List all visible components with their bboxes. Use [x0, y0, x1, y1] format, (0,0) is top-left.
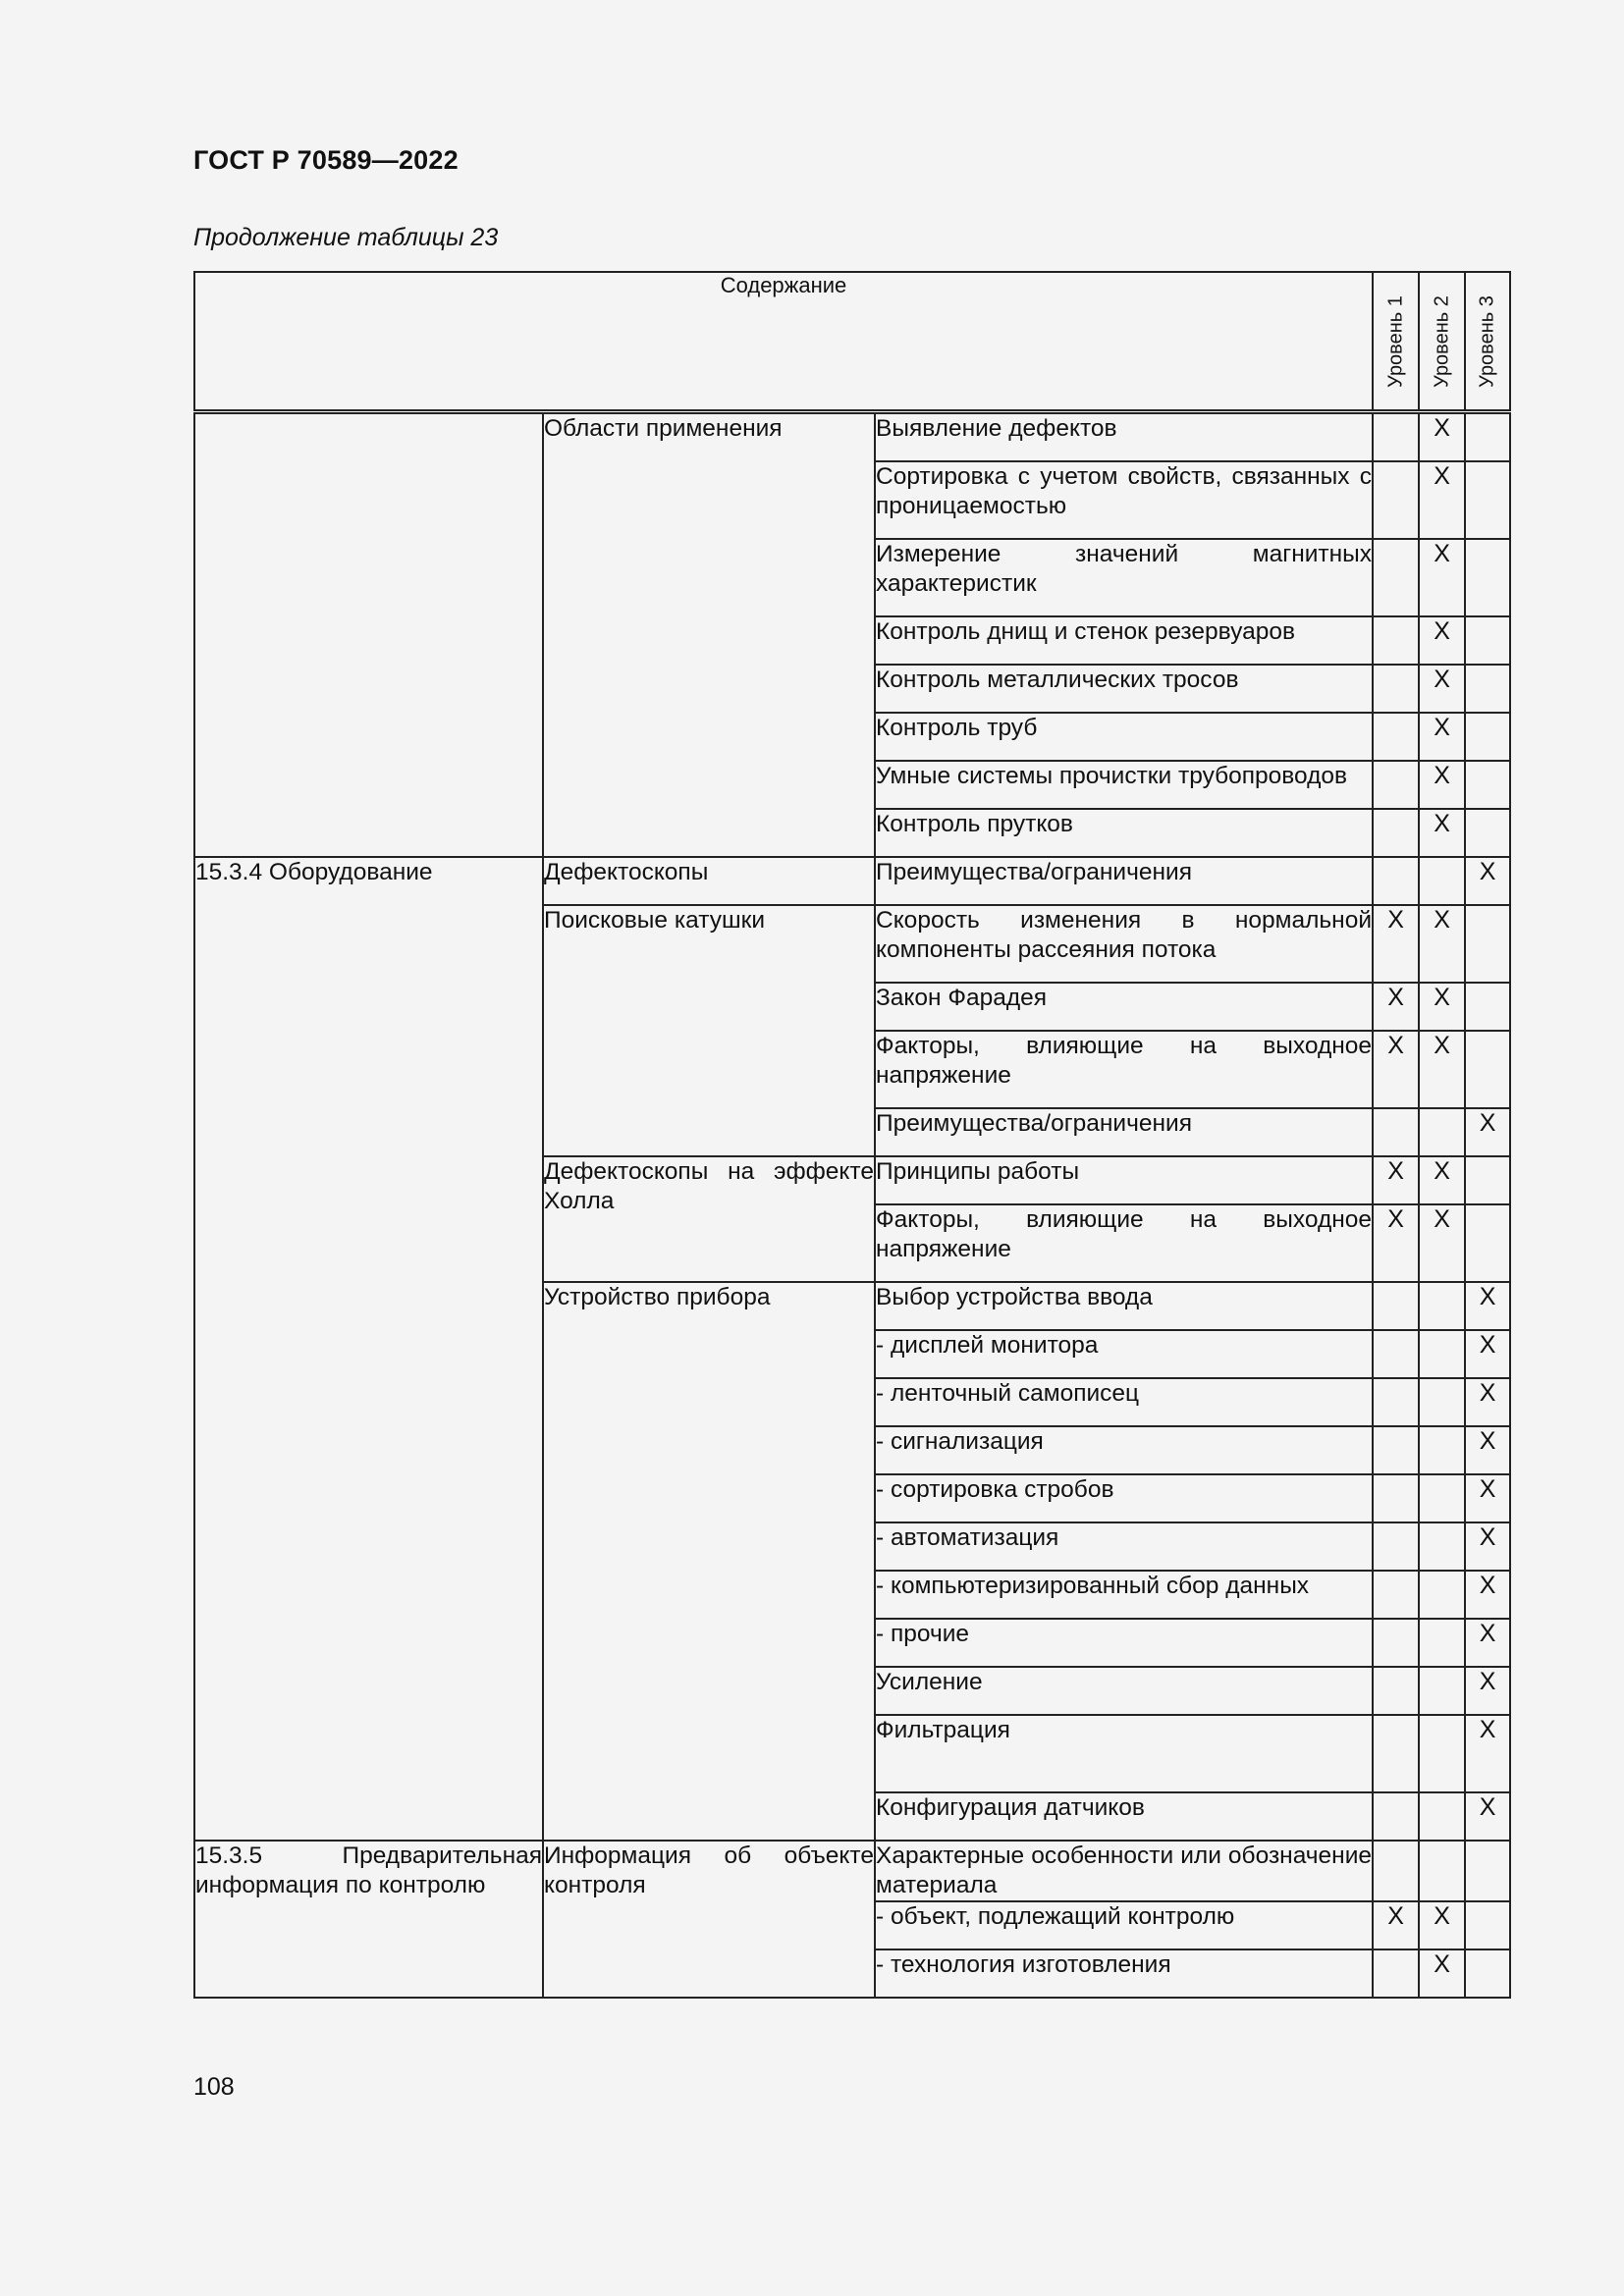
level-2-mark — [1419, 1792, 1465, 1841]
level-1-mark — [1373, 1667, 1419, 1715]
item-text: Преимущества/ограничения — [875, 857, 1373, 905]
level-3-mark: X — [1465, 1474, 1510, 1522]
level-3-mark — [1465, 761, 1510, 809]
item-text: - прочие — [875, 1619, 1373, 1667]
level-1-mark — [1373, 616, 1419, 665]
level-3-mark — [1465, 713, 1510, 761]
level-2-mark — [1419, 1522, 1465, 1571]
header-level-1 — [1373, 272, 1419, 412]
level-3-mark — [1465, 461, 1510, 539]
level-2-mark: X — [1419, 809, 1465, 857]
level-1-mark: X — [1373, 1901, 1419, 1949]
page-number: 108 — [193, 2073, 235, 2101]
level-2-mark — [1419, 1330, 1465, 1378]
level-1-mark — [1373, 1330, 1419, 1378]
topic-name: Поисковые катушки — [543, 905, 875, 1156]
level-3-mark — [1465, 1156, 1510, 1204]
level-1-mark: X — [1373, 1156, 1419, 1204]
level-1-mark — [1373, 1715, 1419, 1792]
item-text: - технология изготовления — [875, 1949, 1373, 1998]
level-3-mark — [1465, 809, 1510, 857]
level-1-mark — [1373, 1522, 1419, 1571]
level-1-mark — [1373, 1426, 1419, 1474]
level-2-mark: X — [1419, 461, 1465, 539]
level-2-mark — [1419, 1571, 1465, 1619]
table-row — [194, 857, 1510, 905]
level-2-mark: X — [1419, 616, 1465, 665]
item-text: Контроль прутков — [875, 809, 1373, 857]
level-3-mark — [1465, 1204, 1510, 1282]
level-1-mark — [1373, 1378, 1419, 1426]
topic-name: Дефектоскопы на эффекте Холла — [543, 1156, 875, 1282]
item-text: - дисплей монитора — [875, 1330, 1373, 1378]
item-text: - автоматизация — [875, 1522, 1373, 1571]
header-level-2-label: Уровень 2 — [1431, 294, 1453, 388]
level-2-mark: X — [1419, 905, 1465, 983]
level-3-mark: X — [1465, 1715, 1510, 1792]
level-3-mark — [1465, 1949, 1510, 1998]
item-text: Измерение значений магнитных характеристик — [875, 539, 1373, 616]
level-2-mark: X — [1419, 539, 1465, 616]
level-1-mark — [1373, 1282, 1419, 1330]
item-text: Контроль труб — [875, 713, 1373, 761]
level-1-mark — [1373, 665, 1419, 713]
level-2-mark: X — [1419, 412, 1465, 462]
level-3-mark — [1465, 905, 1510, 983]
topic-name: Информация об объекте контроля — [543, 1841, 875, 1998]
header-level-3-label: Уровень 3 — [1476, 294, 1498, 388]
item-text: - объект, подлежащий контролю — [875, 1901, 1373, 1949]
level-3-mark: X — [1465, 857, 1510, 905]
table-row — [194, 412, 1510, 462]
level-1-mark — [1373, 713, 1419, 761]
item-text: - компьютеризированный сбор данных — [875, 1571, 1373, 1619]
item-text: Факторы, влияющие на выходное напряжение — [875, 1031, 1373, 1108]
level-2-mark — [1419, 1841, 1465, 1901]
table-body — [194, 412, 1510, 1999]
header-content: Содержание — [194, 272, 1373, 412]
level-1-mark — [1373, 539, 1419, 616]
level-1-mark — [1373, 1474, 1419, 1522]
item-text: - сортировка стробов — [875, 1474, 1373, 1522]
level-3-mark — [1465, 665, 1510, 713]
level-3-mark — [1465, 1841, 1510, 1901]
section-title — [194, 412, 543, 858]
level-2-mark: X — [1419, 983, 1465, 1031]
level-1-mark: X — [1373, 1031, 1419, 1108]
topic-name: Дефектоскопы — [543, 857, 875, 905]
section-title: 15.3.4 Оборудование — [194, 857, 543, 1841]
level-3-mark: X — [1465, 1571, 1510, 1619]
item-text: Сортировка с учетом свойств, связанных с проницаемостью — [875, 461, 1373, 539]
table-caption: Продолжение таблицы 23 — [193, 224, 499, 251]
level-2-mark — [1419, 1282, 1465, 1330]
level-3-mark: X — [1465, 1667, 1510, 1715]
header-level-1-label: Уровень 1 — [1384, 294, 1407, 388]
level-1-mark: X — [1373, 983, 1419, 1031]
level-1-mark — [1373, 809, 1419, 857]
item-text: Выбор устройства ввода — [875, 1282, 1373, 1330]
level-2-mark: X — [1419, 1901, 1465, 1949]
level-1-mark — [1373, 1949, 1419, 1998]
level-2-mark — [1419, 1667, 1465, 1715]
level-3-mark: X — [1465, 1330, 1510, 1378]
level-1-mark — [1373, 1619, 1419, 1667]
item-text: Преимущества/ограничения — [875, 1108, 1373, 1156]
level-3-mark — [1465, 616, 1510, 665]
level-2-mark: X — [1419, 761, 1465, 809]
header-level-2 — [1419, 272, 1465, 412]
item-text: - сигнализация — [875, 1426, 1373, 1474]
item-text: Характерные особенности или обозначение материала — [875, 1841, 1373, 1901]
section-title: 15.3.5 Предварительная информация по контролю — [194, 1841, 543, 1998]
header-level-3 — [1465, 272, 1510, 412]
level-1-mark — [1373, 1841, 1419, 1901]
item-text: Усиление — [875, 1667, 1373, 1715]
item-text: Конфигурация датчиков — [875, 1792, 1373, 1841]
level-1-mark — [1373, 412, 1419, 462]
level-3-mark: X — [1465, 1378, 1510, 1426]
level-2-mark — [1419, 1426, 1465, 1474]
level-3-mark: X — [1465, 1282, 1510, 1330]
level-2-mark: X — [1419, 1949, 1465, 1998]
item-text: Контроль металлических тросов — [875, 665, 1373, 713]
level-2-mark — [1419, 1378, 1465, 1426]
level-2-mark: X — [1419, 713, 1465, 761]
level-3-mark — [1465, 539, 1510, 616]
level-2-mark — [1419, 1474, 1465, 1522]
level-3-mark: X — [1465, 1522, 1510, 1571]
level-2-mark — [1419, 1619, 1465, 1667]
document-code: ГОСТ Р 70589—2022 — [193, 145, 459, 175]
level-1-mark — [1373, 1571, 1419, 1619]
level-1-mark: X — [1373, 905, 1419, 983]
level-1-mark — [1373, 461, 1419, 539]
level-2-mark — [1419, 1108, 1465, 1156]
level-1-mark — [1373, 1108, 1419, 1156]
item-text: - ленточный самописец — [875, 1378, 1373, 1426]
item-text: Закон Фарадея — [875, 983, 1373, 1031]
level-3-mark: X — [1465, 1619, 1510, 1667]
topic-name: Устройство прибора — [543, 1282, 875, 1841]
level-1-mark: X — [1373, 1204, 1419, 1282]
table-header-row — [194, 272, 1510, 412]
table-row — [194, 1841, 1510, 1901]
level-1-mark — [1373, 761, 1419, 809]
level-2-mark — [1419, 1715, 1465, 1792]
item-text: Выявление дефектов — [875, 412, 1373, 462]
level-2-mark: X — [1419, 1204, 1465, 1282]
level-2-mark: X — [1419, 1031, 1465, 1108]
level-1-mark — [1373, 857, 1419, 905]
item-text: Принципы работы — [875, 1156, 1373, 1204]
level-2-mark: X — [1419, 665, 1465, 713]
level-3-mark — [1465, 1031, 1510, 1108]
item-text: Скорость изменения в нормальной компоненты рассеяния потока — [875, 905, 1373, 983]
level-2-mark: X — [1419, 1156, 1465, 1204]
level-3-mark: X — [1465, 1792, 1510, 1841]
item-text: Контроль днищ и стенок резервуаров — [875, 616, 1373, 665]
level-3-mark: X — [1465, 1108, 1510, 1156]
level-3-mark: X — [1465, 1426, 1510, 1474]
level-3-mark — [1465, 1901, 1510, 1949]
item-text: Фильтрация — [875, 1715, 1373, 1792]
level-1-mark — [1373, 1792, 1419, 1841]
topic-name: Области применения — [543, 412, 875, 858]
level-3-mark — [1465, 983, 1510, 1031]
level-2-mark — [1419, 857, 1465, 905]
item-text: Факторы, влияющие на выходное напряжение — [875, 1204, 1373, 1282]
content-table — [193, 271, 1511, 1999]
level-3-mark — [1465, 412, 1510, 462]
item-text: Умные системы прочистки трубопроводов — [875, 761, 1373, 809]
